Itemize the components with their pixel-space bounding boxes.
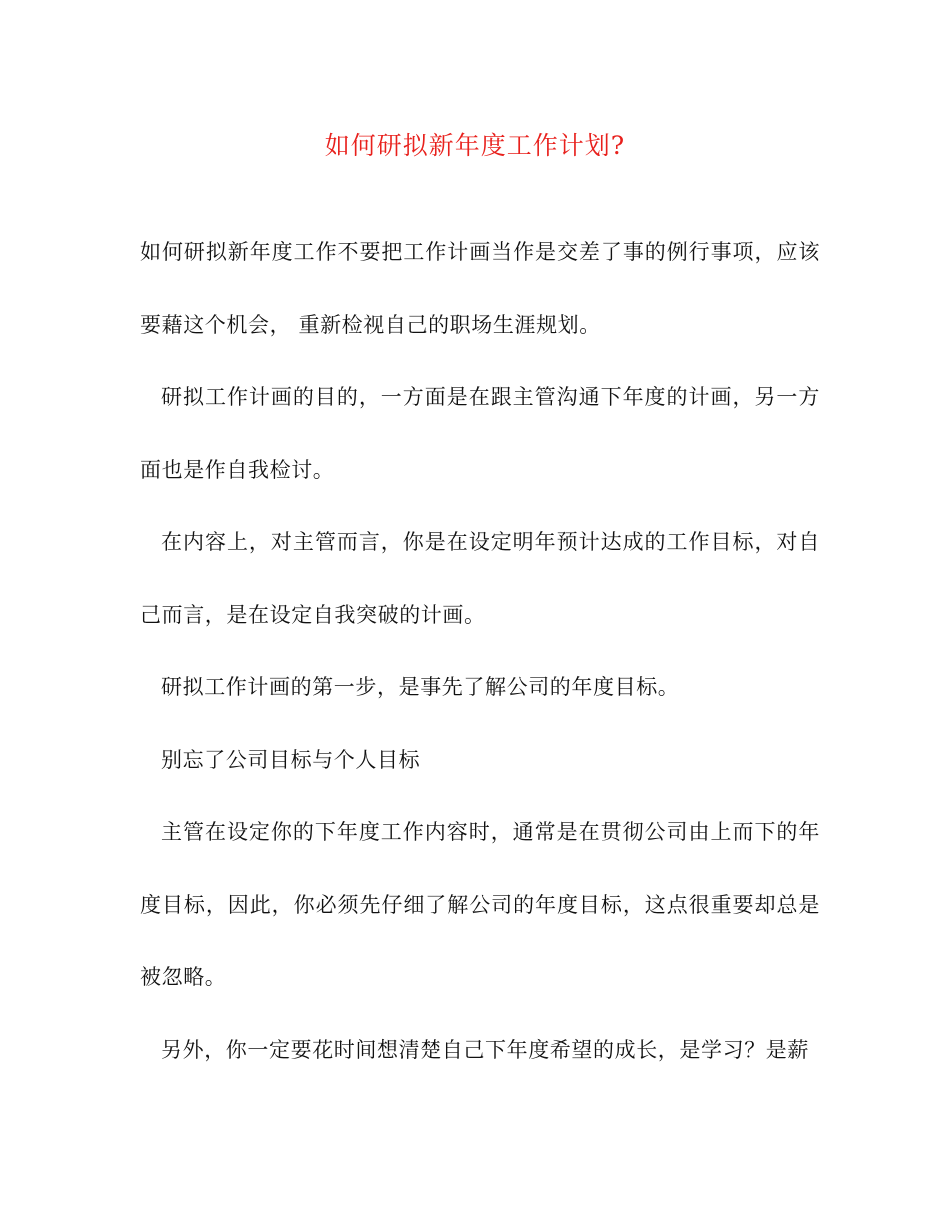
paragraph-2: 研拟工作计画的目的，一方面是在跟主管沟通下年度的计画，另一方面也是作自我检讨。 (140, 385, 820, 482)
paragraph-5: 主管在设定你的下年度工作内容时，通常是在贯彻公司由上而下的年度目标，因此，你必须先仔细了解公司的年度目标，这点很重要却总是被忽略。 (140, 820, 820, 989)
section-heading: 别忘了公司目标与个人目标 (161, 747, 421, 772)
document-body (140, 216, 820, 1086)
paragraph-4: 研拟工作计画的第一步，是事先了解公司的年度目标。 (161, 675, 680, 699)
paragraph-1: 如何研拟新年度工作不要把工作计画当作是交差了事的例行事项，应该要藉这个机会， 重新检视自己的职场生涯规划。 (140, 240, 820, 337)
paragraph-6: 另外，你一定要花时间想清楚自己下年度希望的成长，是学习？是薪 (161, 1037, 809, 1062)
paragraph-3: 在内容上，对主管而言，你是在设定明年预计达成的工作目标，对自己而言，是在设定自我突破的计画。 (140, 530, 820, 627)
document-title: 如何研拟新年度工作计划? (324, 131, 626, 160)
